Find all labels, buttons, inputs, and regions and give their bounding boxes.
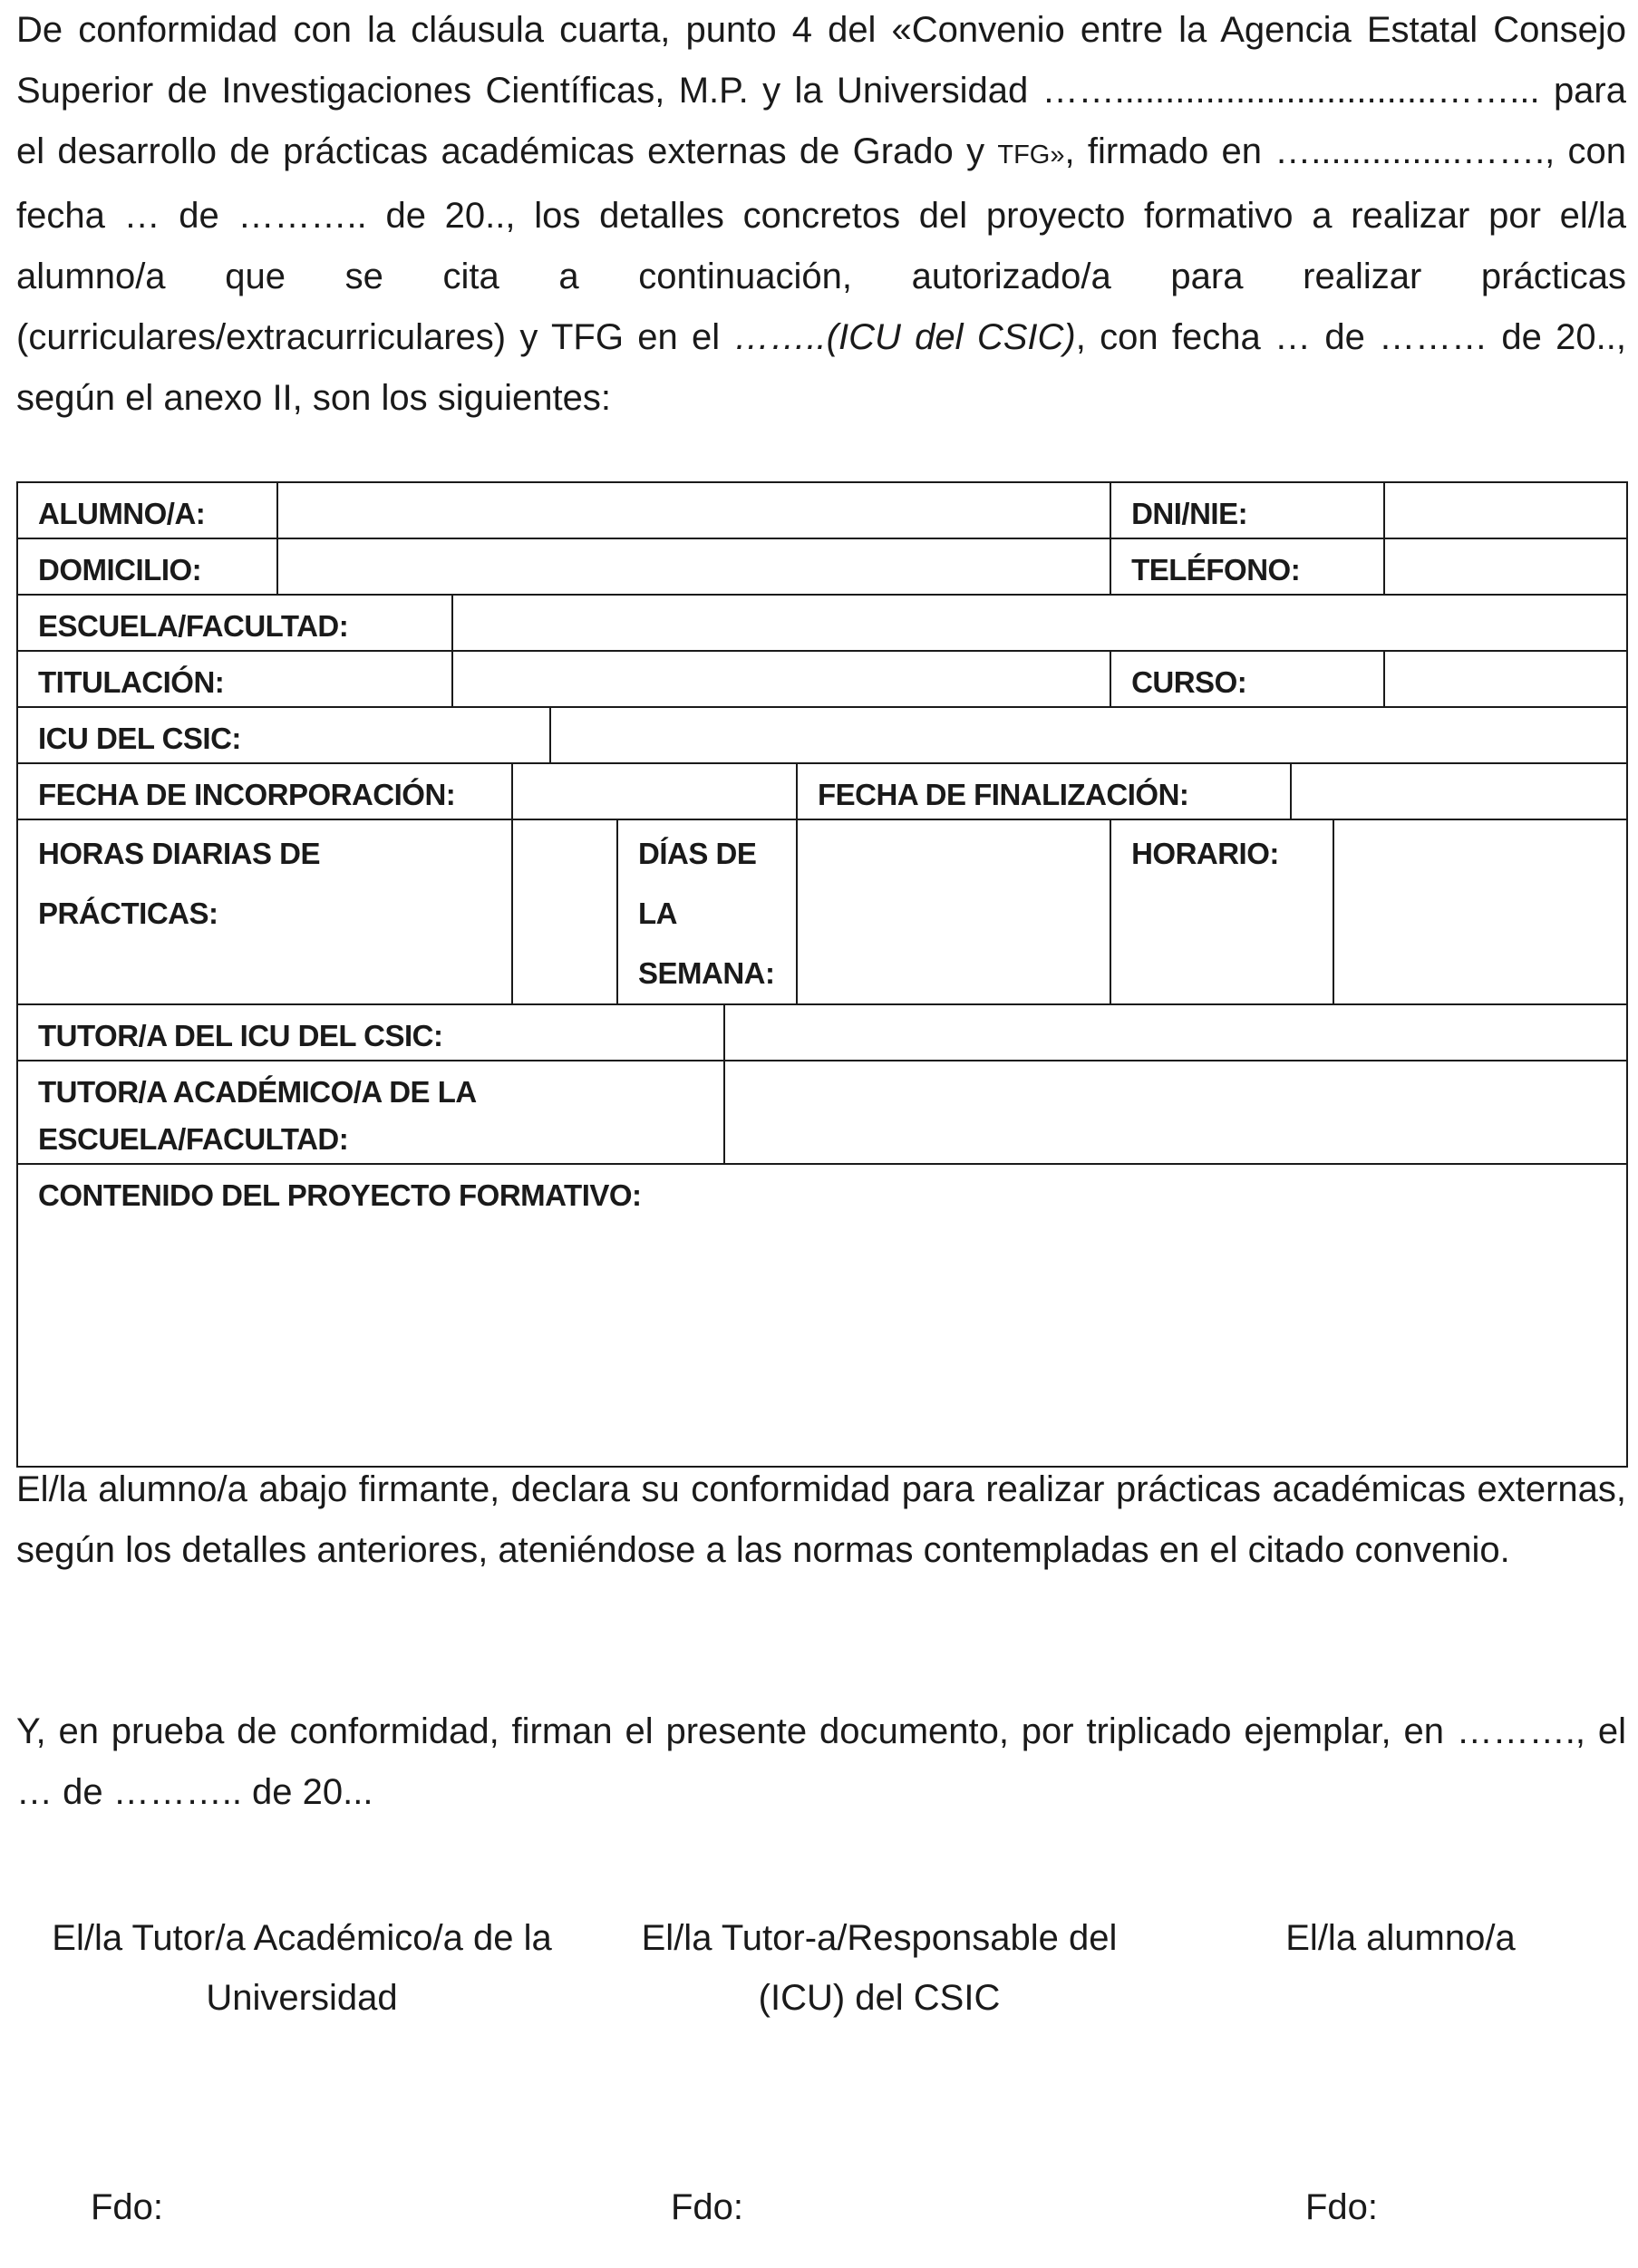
label-tutor-academico: TUTOR/A ACADÉMICO/A DE LA ESCUELA/FACULTAD:	[17, 1061, 724, 1164]
label-alumno: ALUMNO/A:	[17, 482, 277, 538]
signature-student: El/la alumno/a	[1285, 1918, 1516, 1958]
fdo-student: Fdo:	[1305, 2187, 1379, 2227]
label-icu: ICU DEL CSIC:	[17, 707, 550, 763]
intro-paragraph	[16, 0, 1626, 429]
intro-tfg: TFG»	[997, 141, 1065, 170]
fdo-csic-tutor: Fdo:	[671, 2187, 744, 2227]
label-horas-diarias: HORAS DIARIAS DE PRÁCTICAS:	[17, 819, 512, 1004]
field-tutor-icu[interactable]	[724, 1004, 1627, 1061]
label-tutor-icu: TUTOR/A DEL ICU DEL CSIC:	[17, 1004, 724, 1061]
intro-text-1: De conformidad con la cláusula cuarta, punto 4 del «Convenio entre la Agencia Estatal Consejo Superior de Investigaciones Científicas, M.P. y la Universidad ……................................……... para el desarrollo de prácticas académicas externas de Grado y	[16, 10, 1626, 171]
signature-academic-tutor: El/la Tutor/a Académico/a de la Universidad	[52, 1918, 552, 2018]
label-escuela: ESCUELA/FACULTAD:	[17, 595, 452, 651]
label-telefono: TELÉFONO:	[1110, 538, 1384, 595]
label-curso: CURSO:	[1110, 651, 1384, 707]
label-fecha-incorporacion: FECHA DE INCORPORACIÓN:	[17, 763, 512, 819]
intro-text-2: , firmado en …...............……., con fecha … de ……….. de 20.., los detalles concretos del proyecto formativo a realizar por el/la alumno/a que se cita a continuación, autorizado/a para realizar prácticas (curriculares/extracurriculares) y TFG en el	[16, 131, 1626, 357]
label-horario: HORARIO:	[1110, 819, 1333, 1004]
field-dni[interactable]	[1384, 482, 1627, 538]
fdo-academic-tutor: Fdo:	[91, 2187, 164, 2227]
signature-csic-tutor: El/la Tutor-a/Responsable del (ICU) del CSIC	[641, 1918, 1118, 2018]
field-alumno[interactable]	[277, 482, 1110, 538]
label-fecha-finalizacion: FECHA DE FINALIZACIÓN:	[797, 763, 1291, 819]
label-dni: DNI/NIE:	[1110, 482, 1384, 538]
field-horas-diarias[interactable]	[512, 819, 617, 1004]
field-domicilio[interactable]	[277, 538, 1110, 595]
training-project-form	[16, 481, 1628, 1468]
field-tutor-academico[interactable]	[724, 1061, 1627, 1164]
field-dias-semana[interactable]	[797, 819, 1110, 1004]
intro-text-3: , con fecha … de ……… de 20.., según el anexo II, son los siguientes:	[16, 317, 1626, 418]
contenido-proyecto[interactable]: CONTENIDO DEL PROYECTO FORMATIVO:	[17, 1164, 1627, 1467]
label-domicilio: DOMICILIO:	[17, 538, 277, 595]
declaration-paragraph: El/la alumno/a abajo firmante, declara su conformidad para realizar prácticas académicas externas, según los detalles anteriores, ateniéndose a las normas contempladas en el citado convenio.	[16, 1469, 1626, 1570]
field-curso[interactable]	[1384, 651, 1627, 707]
field-icu[interactable]	[550, 707, 1627, 763]
field-telefono[interactable]	[1384, 538, 1627, 595]
field-fecha-incorporacion[interactable]	[512, 763, 797, 819]
field-horario[interactable]	[1333, 819, 1627, 1004]
field-fecha-finalizacion[interactable]	[1291, 763, 1627, 819]
label-dias-semana: DÍAS DE LA SEMANA:	[617, 819, 797, 1004]
label-titulacion: TITULACIÓN:	[17, 651, 452, 707]
closing-paragraph: Y, en prueba de conformidad, firman el presente documento, por triplicado ejemplar, en ………., el … de ……….. de 20...	[16, 1711, 1626, 1812]
field-titulacion[interactable]	[452, 651, 1110, 707]
field-escuela[interactable]	[452, 595, 1627, 651]
intro-icu: ……..(ICU del CSIC)	[733, 317, 1076, 357]
